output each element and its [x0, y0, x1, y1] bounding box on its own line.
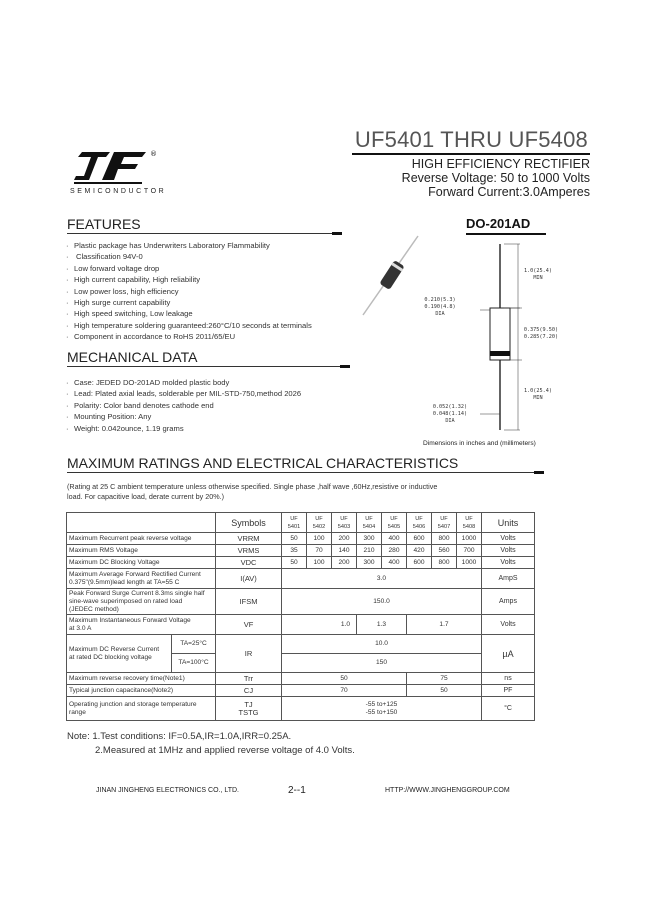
value-cell: 1.7	[407, 615, 482, 635]
part-number: 5404	[362, 523, 376, 530]
symbol-cell: VDC	[216, 557, 282, 569]
feature-item: · Low power loss, high efficiency	[64, 286, 364, 297]
mechanical-item: · Polarity: Color band denotes cathode end	[64, 400, 364, 411]
unit-cell: ns	[482, 673, 535, 685]
dim-body-diameter	[420, 297, 460, 318]
value-cell: 200	[332, 533, 357, 545]
value-cell: 1000	[457, 533, 482, 545]
table-row-trr	[67, 673, 535, 685]
value-cell: 600	[407, 557, 432, 569]
value-cell: 800	[432, 557, 457, 569]
value-cell	[282, 697, 482, 721]
unit-cell: °C	[482, 697, 535, 721]
rating-note-line: (Rating at 25 C ambient temperature unless otherwise specified. Single phase ,half wave ,60Hz,resistive or inductive	[67, 482, 438, 491]
feature-item: · Component in accordance to RoHS 2011/65/EU	[64, 331, 364, 342]
value-cell: 70	[282, 685, 407, 697]
dim-lead-diameter	[428, 404, 472, 425]
features-heading: FEATURES	[67, 216, 141, 232]
rating-note-line: load. For capacitive load, derate current by 20%.)	[67, 492, 225, 501]
part-header	[457, 513, 482, 533]
param-label-line: (JEDEC method)	[69, 605, 119, 613]
part-number: 5402	[312, 523, 326, 530]
note-2: 2.Measured at 1MHz and applied reverse voltage of 4.0 Volts.	[95, 745, 355, 756]
unit-cell: Volts	[482, 533, 535, 545]
brand-subtitle: SEMICONDUCTOR	[70, 188, 167, 195]
table-row-ir-25	[67, 635, 535, 654]
value-cell: 280	[382, 545, 407, 557]
value-cell: 300	[357, 533, 382, 545]
table-row-vf	[67, 615, 535, 635]
dim-text: DIA	[445, 418, 455, 424]
unit-cell: Volts	[482, 615, 535, 635]
title-rule	[352, 153, 590, 155]
part-header	[357, 513, 382, 533]
value-cell: 200	[332, 557, 357, 569]
symbol-cell: IR	[216, 635, 282, 673]
units-header: Units	[482, 513, 535, 533]
mechanical-item: · Lead: Plated axial leads, solderable per MIL-STD-750,method 2026	[64, 388, 364, 399]
param-label: Maximum DC Blocking Voltage	[67, 557, 216, 569]
table-row-vrms	[67, 545, 535, 557]
dim-text: 0.048(1.14)	[432, 411, 468, 417]
param-label-line: Maximum Average Forward Rectified Current	[69, 570, 201, 578]
dim-text: 0.052(1.32)	[432, 404, 468, 410]
table-row-ifsm	[67, 589, 535, 615]
value-cell: 1.0	[282, 615, 357, 635]
footer-url: HTTP://WWW.JINGHENGGROUP.COM	[385, 787, 510, 794]
part-number: 5408	[462, 523, 476, 530]
ratings-table	[66, 512, 535, 721]
value-cell: 50	[282, 673, 407, 685]
product-type: HIGH EFFICIENCY RECTIFIER	[411, 157, 590, 171]
part-prefix: UF	[465, 515, 473, 522]
value-line: -55 to+150	[365, 708, 398, 716]
symbol-cell: VRMS	[216, 545, 282, 557]
part-number: 5401	[287, 523, 301, 530]
feature-item: · High current capability, High reliability	[64, 274, 364, 285]
value-cell: 210	[357, 545, 382, 557]
unit-cell: PF	[482, 685, 535, 697]
part-prefix: UF	[290, 515, 298, 522]
dimensions-caption: Dimensions in inches and (millimeters)	[423, 440, 536, 447]
value-line: -55 to+125	[365, 700, 398, 708]
symbol-cell	[216, 697, 282, 721]
value-cell: 50	[282, 557, 307, 569]
param-label-line: Maximum DC Reverse Current	[69, 645, 160, 653]
dim-text: 0.285(7.20)	[523, 334, 559, 340]
param-label-line: sine-wave superimposed on rated load	[69, 597, 183, 605]
registered-mark: ®	[150, 150, 157, 158]
feature-item: · Low forward voltage drop	[64, 263, 364, 274]
symbol-cell: VF	[216, 615, 282, 635]
part-prefix: UF	[440, 515, 448, 522]
dim-text: 0.375(9.50)	[523, 327, 559, 333]
diode-photo	[360, 230, 420, 320]
dim-text: 0.190(4.8)	[424, 304, 456, 310]
value-cell: 560	[432, 545, 457, 557]
table-header-row	[67, 513, 535, 533]
dim-text: MIN	[533, 275, 543, 281]
mechanical-item: · Mounting Position: Any	[64, 411, 364, 422]
param-label	[67, 589, 216, 615]
unit-cell: µA	[482, 635, 535, 673]
param-label: Typical junction capacitance(Note2)	[67, 685, 216, 697]
ratings-rule-tick	[534, 471, 544, 474]
part-number: 5403	[337, 523, 351, 530]
value-cell: 70	[307, 545, 332, 557]
param-label-line: Peak Forward Surge Current 8.3ms single half	[69, 589, 205, 597]
mechanical-rule	[67, 366, 347, 367]
value-cell: 700	[457, 545, 482, 557]
part-number: 5407	[437, 523, 451, 530]
unit-cell: AmpS	[482, 569, 535, 589]
symbol-cell: Trr	[216, 673, 282, 685]
unit-cell: Amps	[482, 589, 535, 615]
table-row-iav	[67, 569, 535, 589]
part-prefix: UF	[390, 515, 398, 522]
part-header	[407, 513, 432, 533]
feature-item: · High surge current capability	[64, 297, 364, 308]
table-row-temp	[67, 697, 535, 721]
forward-current: Forward Current:3.0Amperes	[428, 185, 590, 199]
value-cell: 50	[282, 533, 307, 545]
value-cell: 1.3	[357, 615, 407, 635]
param-label-line: Operating junction and storage temperature	[69, 700, 197, 708]
feature-item: · Plastic package has Underwriters Laboratory Flammability	[64, 240, 364, 251]
table-row-cj	[67, 685, 535, 697]
mechanical-heading: MECHANICAL DATA	[67, 349, 198, 365]
param-label-line: 0.375"(9.5mm)lead length at TA=55 C	[69, 578, 180, 586]
param-label-line: at rated DC blocking voltage	[69, 653, 152, 661]
part-prefix: UF	[365, 515, 373, 522]
part-header	[332, 513, 357, 533]
part-number: 5406	[412, 523, 426, 530]
mechanical-rule-tick	[340, 365, 350, 368]
symbol-line: TSTG	[238, 707, 259, 717]
dim-lead-length-top	[518, 268, 558, 282]
value-cell: 140	[332, 545, 357, 557]
value-cell: 75	[407, 673, 482, 685]
part-header	[282, 513, 307, 533]
page-number: 2--1	[288, 785, 306, 796]
value-cell: 50	[407, 685, 482, 697]
part-header	[382, 513, 407, 533]
dim-lead-length-bottom	[518, 388, 558, 402]
package-name: DO-201AD	[466, 216, 531, 231]
note-1: Note: 1.Test conditions: IF=0.5A,IR=1.0A,IRR=0.25A.	[67, 731, 292, 742]
symbol-cell: VRRM	[216, 533, 282, 545]
part-number: 5405	[387, 523, 401, 530]
param-label	[67, 569, 216, 589]
table-row-vdc	[67, 557, 535, 569]
features-rule	[67, 233, 340, 234]
part-prefix: UF	[315, 515, 323, 522]
param-label: Maximum RMS Voltage	[67, 545, 216, 557]
package-rule	[466, 233, 546, 235]
page-title: UF5401 THRU UF5408	[354, 127, 588, 152]
condition-cell: TA=100°C	[172, 654, 216, 673]
dim-text: 1.0(25.4)	[523, 268, 553, 274]
ratings-rule	[67, 472, 542, 473]
param-label-line: range	[69, 708, 86, 716]
symbols-header: Symbols	[216, 513, 282, 533]
rating-conditions-note	[67, 482, 547, 502]
part-prefix: UF	[415, 515, 423, 522]
param-label	[67, 635, 172, 673]
feature-item: · High speed switching, Low leakage	[64, 308, 364, 319]
mechanical-item: · Case: JEDED DO-201AD molded plastic body	[64, 377, 364, 388]
symbol-cell: I(AV)	[216, 569, 282, 589]
param-header-cell	[67, 513, 216, 533]
part-header	[432, 513, 457, 533]
param-label: Maximum Recurrent peak reverse voltage	[67, 533, 216, 545]
value-cell: 400	[382, 557, 407, 569]
feature-item: · Classification 94V-0	[64, 251, 364, 262]
mechanical-list	[64, 377, 364, 434]
part-header	[307, 513, 332, 533]
table-row-vrrm	[67, 533, 535, 545]
value-cell: 300	[357, 557, 382, 569]
symbol-cell: IFSM	[216, 589, 282, 615]
part-prefix: UF	[340, 515, 348, 522]
param-label-line: at 3.0 A	[69, 624, 92, 632]
value-cell: 420	[407, 545, 432, 557]
param-label: Maximum reverse recovery time(Note1)	[67, 673, 216, 685]
value-cell: 150.0	[282, 589, 482, 615]
param-label	[67, 615, 216, 635]
value-cell: 35	[282, 545, 307, 557]
dim-text: DIA	[435, 311, 445, 317]
unit-cell: Volts	[482, 557, 535, 569]
symbol-cell: CJ	[216, 685, 282, 697]
reverse-voltage: Reverse Voltage: 50 to 1000 Volts	[401, 171, 590, 185]
unit-cell: Volts	[482, 545, 535, 557]
value-cell: 600	[407, 533, 432, 545]
value-cell: 100	[307, 533, 332, 545]
dim-text: MIN	[533, 395, 543, 401]
features-list	[64, 240, 364, 343]
company-logo	[70, 148, 160, 188]
value-cell: 800	[432, 533, 457, 545]
param-label-line: Maximum Instantaneous Forward Voltage	[69, 616, 191, 624]
mechanical-item: · Weight: 0.042ounce, 1.19 grams	[64, 423, 364, 434]
dim-text: 0.210(5.3)	[424, 297, 456, 303]
dim-text: 1.0(25.4)	[523, 388, 553, 394]
features-rule-tick	[332, 232, 342, 235]
feature-item: · High temperature soldering guaranteed:260°C/10 seconds at terminals	[64, 320, 364, 331]
value-cell: 400	[382, 533, 407, 545]
value-cell: 10.0	[282, 635, 482, 654]
value-cell: 100	[307, 557, 332, 569]
dim-body-length	[518, 327, 564, 341]
condition-cell: TA=25°C	[172, 635, 216, 654]
param-label	[67, 697, 216, 721]
ratings-heading: MAXIMUM RATINGS AND ELECTRICAL CHARACTERISTICS	[67, 455, 459, 471]
footer-company: JINAN JINGHENG ELECTRONICS CO., LTD.	[96, 787, 239, 794]
symbol-line: TJ	[244, 699, 253, 709]
value-cell: 150	[282, 654, 482, 673]
value-cell: 1000	[457, 557, 482, 569]
value-cell: 3.0	[282, 569, 482, 589]
